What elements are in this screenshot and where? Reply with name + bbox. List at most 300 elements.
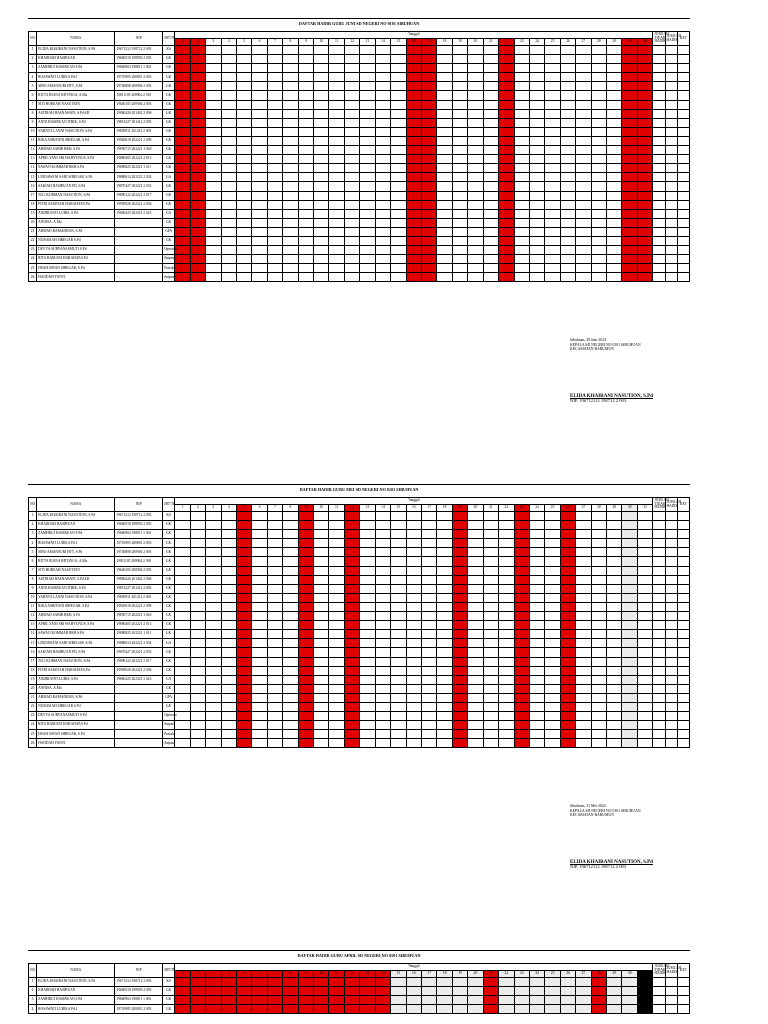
day-cell: [298, 684, 313, 693]
day-cell: [452, 118, 467, 127]
attendance-table: [28, 497, 690, 748]
day-cell: [622, 209, 637, 218]
day-cell: [314, 593, 329, 602]
day-cell: [344, 118, 359, 127]
day-cell: [236, 218, 251, 227]
teacher-name: RITTA RIANA RITONGA, A.Ma: [37, 557, 115, 566]
table-row: [29, 55, 690, 64]
day-cell: [545, 118, 560, 127]
day-cell: [236, 100, 251, 109]
day-cell: [252, 173, 267, 182]
day-header: 31: [637, 971, 652, 978]
day-cell: [314, 693, 329, 702]
day-cell: [406, 648, 421, 657]
day-cell: [437, 621, 452, 630]
day-cell: [391, 146, 406, 155]
day-cell: [591, 593, 606, 602]
day-cell: [298, 730, 313, 739]
day-cell: [206, 530, 221, 539]
day-cell: [314, 264, 329, 273]
row-no: 7: [29, 100, 37, 109]
day-cell: [452, 246, 467, 255]
day-cell: [406, 539, 421, 548]
day-cell: [206, 548, 221, 557]
day-cell: [252, 255, 267, 264]
day-cell: [236, 630, 251, 639]
day-cell: [437, 264, 452, 273]
day-cell: [252, 109, 267, 118]
day-header: 3: [206, 39, 221, 46]
day-cell: [175, 630, 190, 639]
day-cell: [221, 721, 236, 730]
day-cell: [483, 639, 498, 648]
day-cell: [329, 739, 344, 748]
day-cell: [221, 109, 236, 118]
day-cell: [529, 602, 544, 611]
day-cell: [637, 146, 652, 155]
header-nama: NAMA: [37, 498, 115, 512]
day-cell: [360, 566, 375, 575]
day-cell: [437, 739, 452, 748]
day-cell: [175, 721, 190, 730]
day-cell: [529, 648, 544, 657]
day-cell: [545, 209, 560, 218]
day-cell: [175, 1005, 190, 1014]
day-cell: [483, 264, 498, 273]
day-cell: [622, 91, 637, 100]
note-cell: [677, 987, 689, 996]
day-cell: [375, 721, 390, 730]
day-cell: [206, 246, 221, 255]
day-cell: [560, 648, 575, 657]
day-cell: [499, 191, 514, 200]
day-cell: [236, 539, 251, 548]
day-cell: [252, 978, 267, 987]
day-cell: [252, 91, 267, 100]
teacher-name: ROSAWATI LUBIS,S.Pd.I: [37, 1005, 115, 1014]
day-cell: [576, 100, 591, 109]
teacher-name: ROSAWATI LUBIS,S.Pd.I: [37, 539, 115, 548]
day-cell: [314, 91, 329, 100]
total-present-cell: [665, 255, 677, 264]
total-present-cell: [665, 512, 677, 521]
day-cell: [375, 255, 390, 264]
day-cell: [360, 978, 375, 987]
day-cell: [267, 530, 282, 539]
day-cell: [468, 730, 483, 739]
day-cell: [514, 200, 529, 209]
day-cell: [221, 173, 236, 182]
total-absent-cell: [653, 100, 665, 109]
teacher-position: GK: [163, 146, 175, 155]
day-cell: [607, 191, 622, 200]
day-cell: [344, 191, 359, 200]
day-cell: [190, 182, 205, 191]
row-no: 22: [29, 702, 37, 711]
day-cell: [483, 236, 498, 245]
day-cell: [607, 721, 622, 730]
day-cell: [206, 191, 221, 200]
sheet-title: DAFTAR HADIR GURU APRIL SD NEGERI NO 0101 SIBUHUAN: [297, 953, 421, 958]
teacher-name: ANNISA, A.Ma: [37, 218, 115, 227]
day-cell: [576, 548, 591, 557]
day-cell: [190, 155, 205, 164]
day-cell: [437, 612, 452, 621]
day-header: 3: [206, 971, 221, 978]
day-cell: [483, 548, 498, 557]
day-cell: [329, 712, 344, 721]
day-cell: [206, 236, 221, 245]
row-no: 24: [29, 255, 37, 264]
day-cell: [514, 1005, 529, 1014]
day-cell: [175, 109, 190, 118]
day-cell: [360, 1005, 375, 1014]
day-cell: [437, 64, 452, 73]
day-cell: [514, 739, 529, 748]
total-absent-cell: [653, 693, 665, 702]
day-cell: [375, 521, 390, 530]
day-cell: [406, 236, 421, 245]
note-cell: [677, 173, 689, 182]
day-cell: [468, 712, 483, 721]
day-cell: [437, 182, 452, 191]
day-cell: [514, 721, 529, 730]
day-cell: [375, 566, 390, 575]
day-cell: [514, 602, 529, 611]
day-cell: [607, 236, 622, 245]
day-cell: [221, 639, 236, 648]
day-cell: [267, 648, 282, 657]
day-cell: [607, 648, 622, 657]
day-cell: [406, 191, 421, 200]
day-header: 30: [622, 971, 637, 978]
day-cell: [483, 100, 498, 109]
day-cell: [314, 675, 329, 684]
day-cell: [252, 584, 267, 593]
day-cell: [499, 209, 514, 218]
day-cell: [607, 539, 622, 548]
day-cell: [529, 539, 544, 548]
day-cell: [236, 109, 251, 118]
day-header: 21: [483, 39, 498, 46]
day-cell: [499, 539, 514, 548]
day-cell: [252, 602, 267, 611]
day-cell: [545, 557, 560, 566]
day-cell: [314, 602, 329, 611]
teacher-name: SAWAN KOMMAR RKB S.Pd: [37, 630, 115, 639]
day-cell: [468, 264, 483, 273]
teacher-position: Pustaka: [163, 264, 175, 273]
day-cell: [221, 557, 236, 566]
note-cell: [677, 684, 689, 693]
header-tanggal: Tanggal: [175, 964, 653, 971]
day-cell: [329, 91, 344, 100]
day-cell: [314, 127, 329, 136]
day-cell: [175, 584, 190, 593]
day-cell: [175, 693, 190, 702]
day-cell: [499, 584, 514, 593]
day-cell: [329, 621, 344, 630]
day-cell: [437, 530, 452, 539]
day-cell: [236, 684, 251, 693]
row-no: 11: [29, 602, 37, 611]
teacher-name: SAKIAH HASIBUAN PD, S.Pd: [37, 648, 115, 657]
day-cell: [314, 530, 329, 539]
teacher-position: GK: [163, 64, 175, 73]
day-cell: [591, 227, 606, 236]
day-cell: [267, 273, 282, 282]
day-cell: [437, 255, 452, 264]
day-cell: [344, 46, 359, 55]
day-cell: [545, 73, 560, 82]
day-cell: [607, 978, 622, 987]
day-cell: [175, 539, 190, 548]
day-cell: [190, 657, 205, 666]
day-cell: [607, 712, 622, 721]
day-cell: [576, 639, 591, 648]
day-cell: [298, 209, 313, 218]
day-cell: [329, 191, 344, 200]
day-cell: [637, 612, 652, 621]
day-cell: [283, 512, 298, 521]
day-cell: [591, 996, 606, 1005]
day-cell: [375, 209, 390, 218]
day-cell: [637, 236, 652, 245]
day-cell: [437, 109, 452, 118]
total-present-cell: [665, 666, 677, 675]
day-cell: [267, 55, 282, 64]
total-present-cell: [665, 191, 677, 200]
day-cell: [221, 1005, 236, 1014]
teacher-name: AHMAD RAMADHAN, S.Pd: [37, 693, 115, 702]
day-header: 4: [221, 971, 236, 978]
day-cell: [267, 200, 282, 209]
day-cell: [283, 136, 298, 145]
teacher-nip: 19640105 200904 2 003: [115, 100, 163, 109]
total-present-cell: [665, 987, 677, 996]
day-cell: [514, 91, 529, 100]
day-cell: [437, 100, 452, 109]
day-cell: [622, 721, 637, 730]
day-cell: [499, 1005, 514, 1014]
day-cell: [283, 548, 298, 557]
teacher-nip: 19710905 200801 2 003: [115, 1005, 163, 1014]
day-cell: [267, 255, 282, 264]
teacher-nip: -: [115, 739, 163, 748]
day-cell: [267, 227, 282, 236]
total-present-cell: [665, 264, 677, 273]
day-cell: [422, 64, 437, 73]
day-cell: [514, 630, 529, 639]
day-cell: [314, 136, 329, 145]
day-cell: [591, 127, 606, 136]
day-cell: [344, 648, 359, 657]
day-cell: [221, 657, 236, 666]
day-cell: [499, 218, 514, 227]
day-cell: [329, 639, 344, 648]
day-cell: [468, 566, 483, 575]
day-cell: [529, 987, 544, 996]
day-cell: [267, 693, 282, 702]
day-cell: [236, 46, 251, 55]
day-cell: [591, 512, 606, 521]
day-cell: [236, 612, 251, 621]
table-row: [29, 612, 690, 621]
day-cell: [406, 182, 421, 191]
day-cell: [468, 182, 483, 191]
day-cell: [298, 557, 313, 566]
note-cell: [677, 182, 689, 191]
day-cell: [637, 109, 652, 118]
day-cell: [545, 100, 560, 109]
day-cell: [206, 1005, 221, 1014]
day-header: 5: [236, 505, 251, 512]
day-cell: [560, 693, 575, 702]
day-cell: [206, 146, 221, 155]
day-cell: [468, 246, 483, 255]
day-cell: [422, 155, 437, 164]
teacher-name: DEVYA SURYANASMUTI S.Pd: [37, 712, 115, 721]
day-cell: [221, 548, 236, 557]
day-cell: [360, 621, 375, 630]
day-cell: [375, 684, 390, 693]
day-cell: [252, 612, 267, 621]
day-cell: [545, 675, 560, 684]
day-cell: [391, 721, 406, 730]
table-row: [29, 530, 690, 539]
day-cell: [576, 684, 591, 693]
note-cell: [677, 146, 689, 155]
top-rule: [28, 18, 690, 19]
day-cell: [283, 539, 298, 548]
day-cell: [391, 64, 406, 73]
day-cell: [622, 64, 637, 73]
day-cell: [329, 236, 344, 245]
total-present-cell: [665, 46, 677, 55]
day-cell: [468, 100, 483, 109]
day-cell: [545, 146, 560, 155]
day-cell: [529, 136, 544, 145]
day-header: 5: [236, 39, 251, 46]
total-absent-cell: [653, 557, 665, 566]
row-no: 1: [29, 46, 37, 55]
day-cell: [221, 530, 236, 539]
row-no: 4: [29, 539, 37, 548]
day-cell: [560, 136, 575, 145]
day-cell: [190, 630, 205, 639]
day-cell: [236, 657, 251, 666]
day-cell: [221, 566, 236, 575]
day-cell: [206, 666, 221, 675]
day-cell: [499, 264, 514, 273]
row-no: 24: [29, 721, 37, 730]
day-cell: [452, 548, 467, 557]
day-cell: [314, 218, 329, 227]
day-cell: [576, 109, 591, 118]
header-ket: KET: [677, 498, 689, 512]
day-cell: [375, 539, 390, 548]
day-cell: [175, 227, 190, 236]
note-cell: [677, 1005, 689, 1014]
day-cell: [252, 236, 267, 245]
day-cell: [545, 712, 560, 721]
row-no: 1: [29, 978, 37, 987]
teacher-name: YARNTA LANNI NASUTION, S.Pd: [37, 127, 115, 136]
day-cell: [236, 209, 251, 218]
day-cell: [545, 155, 560, 164]
day-cell: [375, 648, 390, 657]
day-cell: [360, 575, 375, 584]
day-cell: [314, 200, 329, 209]
day-cell: [406, 548, 421, 557]
day-cell: [314, 721, 329, 730]
day-cell: [514, 155, 529, 164]
row-no: 1: [29, 512, 37, 521]
day-cell: [560, 64, 575, 73]
total-present-cell: [665, 246, 677, 255]
day-cell: [591, 639, 606, 648]
day-cell: [267, 64, 282, 73]
day-cell: [236, 584, 251, 593]
teacher-nip: 19870427 202221 2 032: [115, 182, 163, 191]
day-cell: [360, 182, 375, 191]
day-cell: [452, 721, 467, 730]
day-header: 18: [437, 39, 452, 46]
teacher-nip: 19740808 200904 2 003: [115, 82, 163, 91]
day-cell: [221, 255, 236, 264]
day-cell: [591, 109, 606, 118]
day-cell: [499, 521, 514, 530]
row-no: 6: [29, 91, 37, 100]
day-cell: [499, 987, 514, 996]
day-cell: [452, 996, 467, 1005]
day-cell: [375, 693, 390, 702]
day-cell: [622, 630, 637, 639]
day-cell: [344, 227, 359, 236]
day-cell: [545, 739, 560, 748]
day-cell: [422, 209, 437, 218]
day-cell: [622, 978, 637, 987]
day-cell: [329, 521, 344, 530]
day-cell: [329, 46, 344, 55]
day-cell: [267, 978, 282, 987]
day-cell: [360, 548, 375, 557]
day-cell: [360, 173, 375, 182]
total-present-cell: [665, 584, 677, 593]
day-cell: [221, 630, 236, 639]
day-cell: [298, 109, 313, 118]
day-cell: [607, 621, 622, 630]
day-header: 24: [529, 505, 544, 512]
day-cell: [483, 648, 498, 657]
day-cell: [576, 209, 591, 218]
day-cell: [483, 91, 498, 100]
total-absent-cell: [653, 602, 665, 611]
day-cell: [591, 612, 606, 621]
day-cell: [637, 987, 652, 996]
day-cell: [344, 91, 359, 100]
day-cell: [529, 657, 544, 666]
teacher-nip: 19920618 202221 2 009: [115, 602, 163, 611]
teacher-nip: 19850911 201412 2 003: [115, 127, 163, 136]
day-cell: [206, 273, 221, 282]
day-cell: [452, 693, 467, 702]
day-cell: [529, 118, 544, 127]
day-cell: [591, 73, 606, 82]
day-cell: [344, 575, 359, 584]
row-no: 10: [29, 593, 37, 602]
day-cell: [499, 721, 514, 730]
